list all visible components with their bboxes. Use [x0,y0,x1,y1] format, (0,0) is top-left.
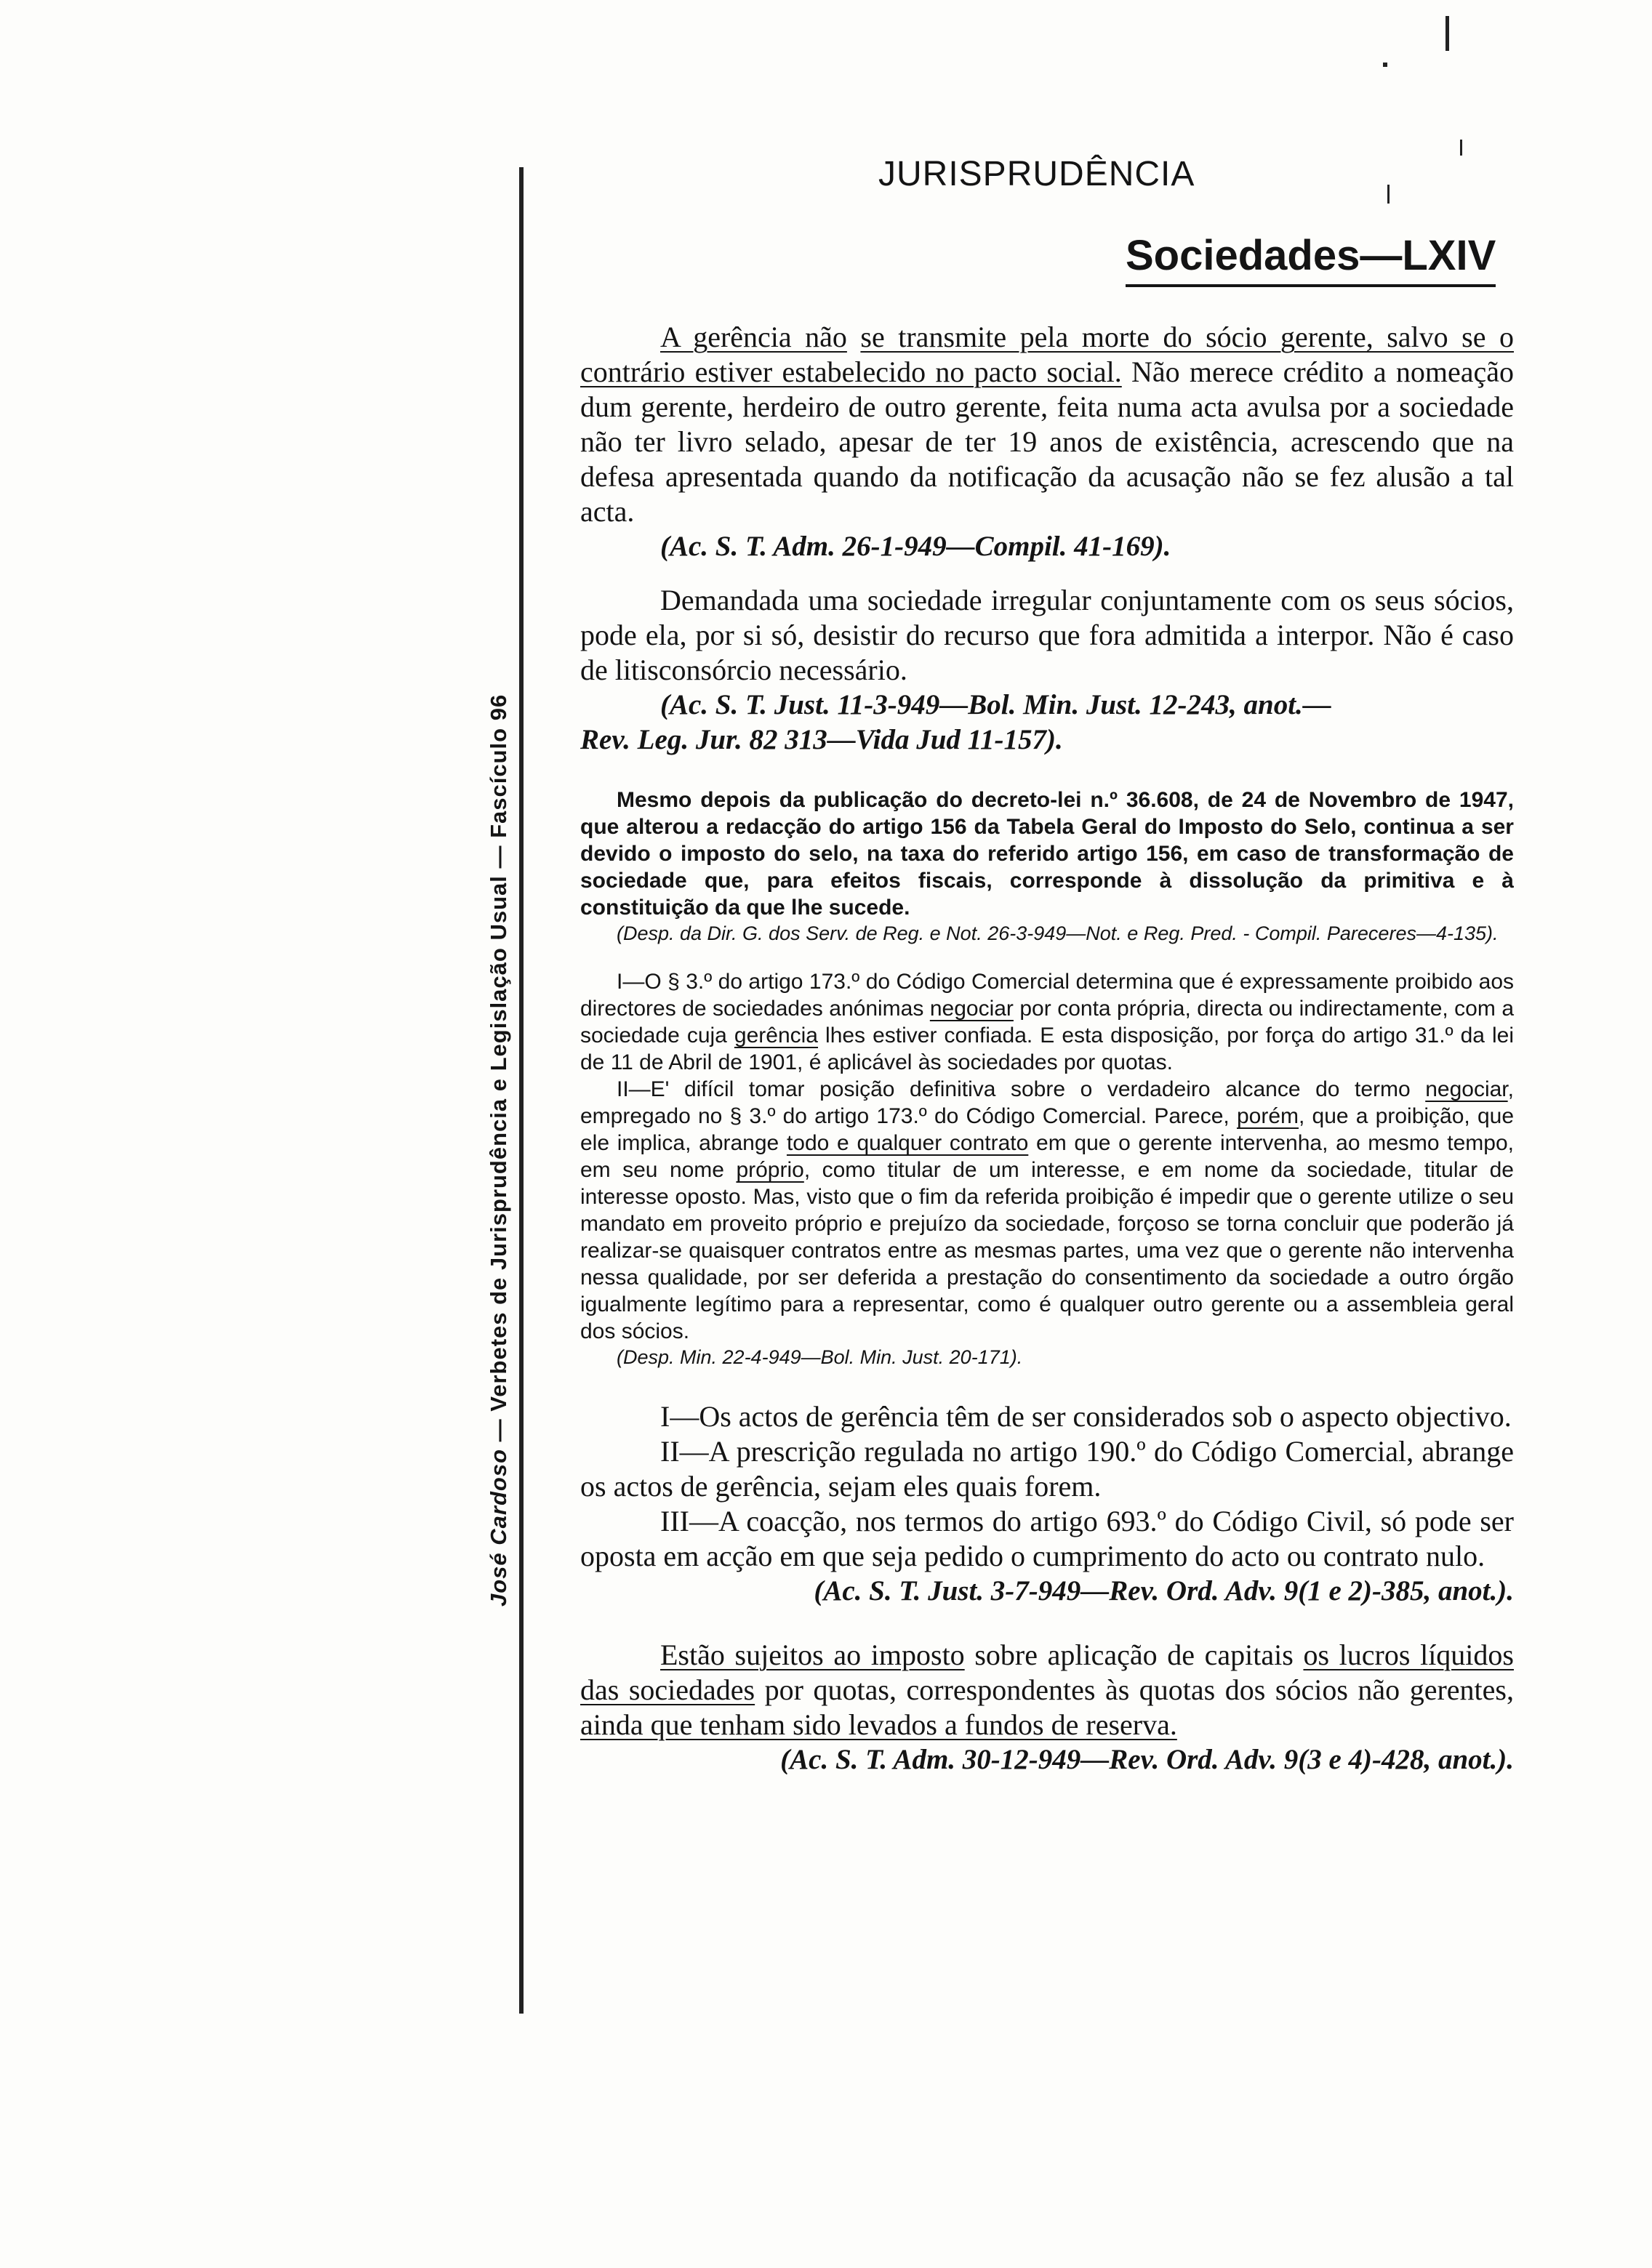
entry-4-citation: (Desp. Min. 22-4-949—Bol. Min. Just. 20-171). [617,1346,1023,1368]
entry-2-citation-line-1: (Ac. S. T. Just. 11-3-949—Bol. Min. Just. 12-243, anot.— [660,689,1331,720]
underlined-phrase: porém [1236,1104,1299,1128]
side-caption-text: — Verbetes de Jurisprudência e Legislação Usual — Fascículo 96 [486,693,511,1449]
text-run: , empregado no § 3.º do artigo 173.º do Código Comercial. Parece, [580,1077,1514,1128]
scan-speck [1383,63,1387,67]
entry-4-paragraph-1 [580,968,1514,1076]
entry-5-paragraph-3: III—A coacção, nos termos do artigo 693.º do Código Civil, só pode ser oposta em acção em que seja pedido o cumprimento do acto ou contrato nulo. [580,1505,1514,1572]
entry-6-text [580,1638,1514,1742]
entry-6-citation: (Ac. S. T. Adm. 30-12-949—Rev. Ord. Adv. 9(3 e 4)-428, anot.). [780,1744,1514,1775]
text-run: , que a proibição, que ele implica, abrange [580,1104,1515,1155]
text-run: lhes estiver confiada. E esta disposição, por força do artigo 31.º da lei de 11 de Abril de 1901, é aplicável às sociedades por quotas. [580,1024,1514,1074]
underlined-phrase: negociar [929,997,1014,1021]
side-caption [478,589,519,1606]
entry-5-paragraph-2: II—A prescrição regulada no artigo 190.º do Código Comercial, abrange os actos de gerência, sejam eles quais forem. [580,1435,1514,1503]
text-run: Não merece crédito a nomeação dum gerente, herdeiro de outro gerente, feita numa acta avulsa por a sociedade não ter livro selado, apesar de ter 19 anos de existência, acrescendo que na defesa apresentada quando da notificação da acusação não se fez alusão a tal acta. [580,355,1514,528]
entry-3-citation: (Desp. da Dir. G. dos Serv. de Reg. e Not. 26-3-949—Not. e Reg. Pred. - Compil. Pareceres—4-135). [617,922,1499,944]
scan-speck [1446,16,1449,51]
running-head: JURISPRUDÊNCIA [878,155,1195,193]
entry-2-citation-line-2: Rev. Leg. Jur. 82 313—Vida Jud 11-157). [580,724,1063,755]
entry-3 [580,787,1514,946]
underlined-phrase: se transmite pela morte do sócio gerente, salvo se o contrário estiver estabelecido no pacto social. [580,321,1514,388]
text-run: sobre aplicação de capitais [964,1638,1304,1671]
entry-2-text: Demandada uma sociedade irregular conjuntamente com os seus sócios, pode ela, por si só, desistir do recurso que fora admitida a interpor. Não é caso de litisconsórcio necessário. [580,584,1514,686]
text-run: em que o gerente intervenha, ao mesmo tempo, em seu nome [580,1131,1514,1182]
side-caption-author: José Cardoso [486,1448,511,1606]
entry-6 [580,1638,1514,1777]
text-run: por conta própria, directa ou indirectamente, com a sociedade cuja [580,997,1515,1047]
underlined-phrase: ainda que tenham sido levados a fundos de reserva. [580,1708,1177,1741]
text-run: I—O § 3.º do artigo 173.º do Código Comercial determina que é expressamente proibido aos directores de sociedades anónimas [580,970,1514,1021]
text-run: II—E' difícil tomar posição definitiva sobre o verdadeiro alcance do termo [617,1077,1426,1101]
underlined-phrase: gerência [734,1024,818,1047]
underlined-phrase: negociar [1425,1077,1508,1101]
underlined-phrase: Estão sujeitos ao imposto [660,1638,965,1671]
entry-3-text: Mesmo depois da publicação do decreto-lei n.º 36.608, de 24 de Novembro de 1947, que alterou a redacção do artigo 156 da Tabela Geral do Imposto do Selo, continua a ser devido o imposto do selo, na taxa do referido artigo 156, em caso de transformação de sociedade que, para efeitos fiscais, corresponde à dissolução da primitiva e à constituição da que lhe sucede. [580,788,1514,920]
content-column [580,320,1514,1777]
spine-rule [519,167,524,2014]
entry-1-text [580,320,1514,529]
entry-2 [580,583,1514,757]
entry-1 [580,320,1514,564]
text-run [847,321,861,353]
entry-5-paragraph-1: I—Os actos de gerência têm de ser considerados sob o aspecto objectivo. [660,1400,1512,1433]
entry-4 [580,968,1514,1370]
underlined-phrase: próprio [736,1158,804,1182]
entry-5-citation: (Ac. S. T. Just. 3-7-949—Rev. Ord. Adv. 9(1 e 2)-385, anot.). [814,1575,1514,1606]
underlined-phrase: os lucros líquidos das sociedades [580,1638,1514,1706]
scan-speck [1460,140,1462,156]
scan-speck [1387,185,1390,204]
underlined-phrase: A gerência não [660,321,847,353]
entry-4-paragraph-2 [580,1076,1514,1345]
text-run: por quotas, correspondentes às quotas dos sócios não gerentes, [755,1673,1514,1706]
underlined-phrase: todo e qualquer contrato [786,1131,1029,1155]
section-title: Sociedades—LXIV [1126,231,1496,287]
entry-5 [580,1399,1514,1609]
text-run: , como titular de um interesse, e em nome da sociedade, titular de interesse oposto. Mas, visto que o fim da referida proibição é impedir que o gerente utilize o seu mandato em proveito próprio e prejuízo da sociedade, forçoso se torna concluir que poderão já realizar-se quaisquer contratos entre as mesmas partes, uma vez que o gerente não intervenha nessa qualidade, por ser deferida a prestação do consentimento da sociedade a outro órgão igualmente legítimo para a representar, como é qualquer outro gerente ou a assembleia geral dos sócios. [580,1158,1514,1343]
entry-1-citation: (Ac. S. T. Adm. 26-1-949—Compil. 41-169). [660,531,1171,562]
